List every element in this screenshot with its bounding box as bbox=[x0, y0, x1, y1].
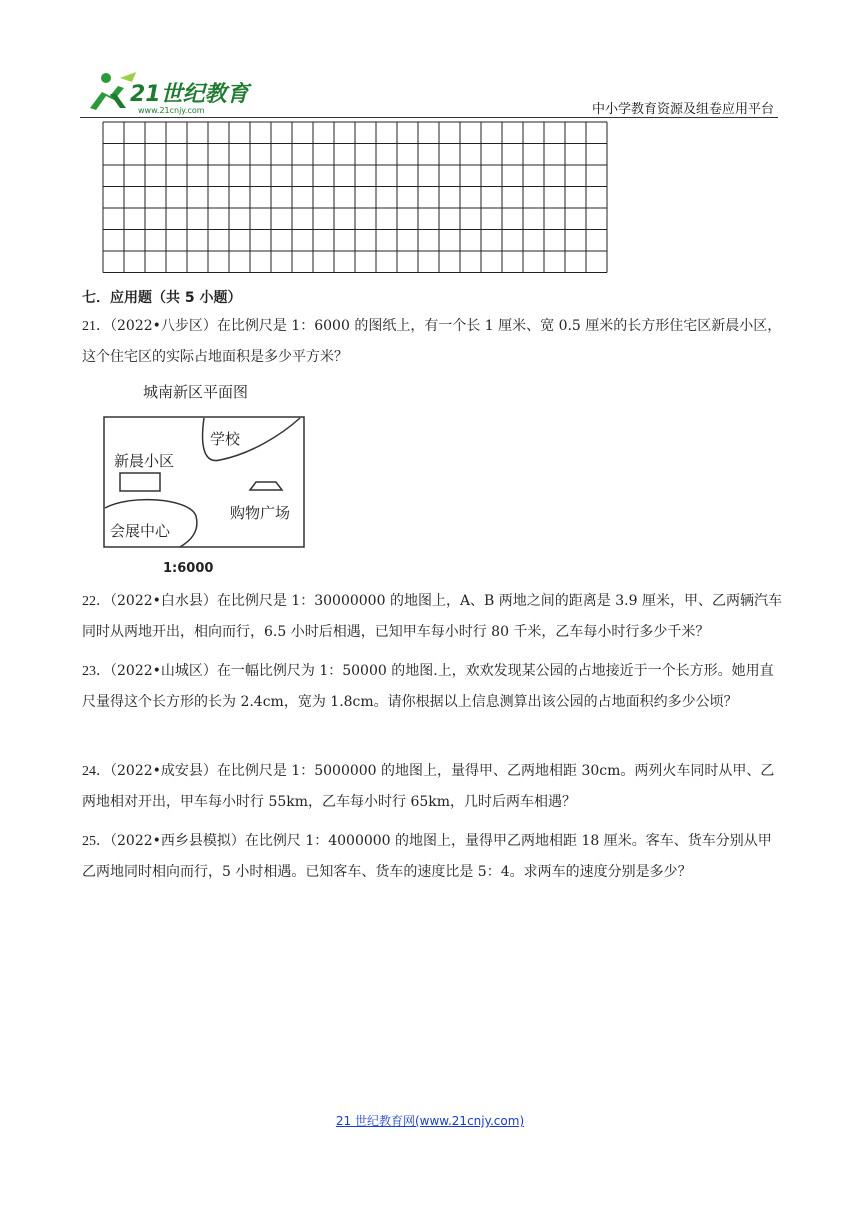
answer-grid bbox=[102, 121, 608, 273]
map-label-expo: 会展中心 bbox=[110, 522, 171, 540]
question-number: 22． bbox=[82, 594, 110, 609]
footer bbox=[0, 1112, 860, 1129]
question-text: （2022•八步区）在比例尺是 1：6000 的图纸上，有一个长 1 厘米、宽 0.5 厘米的长方形住宅区新晨小区，这个住宅区的实际占地面积是多少平方米？ bbox=[82, 318, 782, 365]
xinchen-plot bbox=[120, 473, 160, 491]
question-25 bbox=[82, 826, 782, 887]
footer-link[interactable]: 21 世纪教育网(www.21cnjy.com) bbox=[335, 1114, 525, 1128]
map-label-shopping: 购物广场 bbox=[230, 504, 291, 522]
question-23 bbox=[82, 656, 782, 717]
logo-text: 21世纪教育 bbox=[130, 82, 249, 107]
map-label-xinchen: 新晨小区 bbox=[114, 452, 175, 470]
shopping-shape bbox=[250, 482, 282, 490]
header-platform-text: 中小学教育资源及组卷应用平台 bbox=[591, 102, 774, 117]
question-number: 24． bbox=[82, 764, 110, 779]
map-title: 城南新区平面图 bbox=[143, 383, 249, 401]
question-number: 25． bbox=[82, 834, 110, 849]
question-number: 21． bbox=[82, 319, 110, 334]
logo-url: www.21cnjy.com bbox=[138, 106, 205, 115]
question-number: 23． bbox=[82, 664, 110, 679]
map-scale: 1:6000 bbox=[163, 561, 214, 576]
question-21 bbox=[82, 311, 782, 372]
question-text: （2022•山城区）在一幅比例尺为 1：50000 的地图.上，欢欢发现某公园的占地接近于一个长方形。她用直尺量得这个长方形的长为 2.4cm，宽为 1.8cm。请你根据以上信息测算出该公园的占地面积约多少公顷？ bbox=[82, 663, 774, 710]
logo bbox=[80, 68, 260, 116]
map-label-school: 学校 bbox=[210, 430, 241, 448]
section-title: 七．应用题（共 5 小题） bbox=[82, 290, 242, 306]
question-text: （2022•白水县）在比例尺是 1：30000000 的地图上，A、B 两地之间的距离是 3.9 厘米，甲、乙两辆汽车同时从两地开出，相向而行，6.5 小时后相遇，已知甲车每小时行 80 千米，乙车每小时行多少千米？ bbox=[82, 593, 782, 640]
question-text: （2022•成安县）在比例尺是 1：5000000 的地图上，量得甲、乙两地相距 30cm。两列火车同时从甲、乙两地相对开出，甲车每小时行 55km，乙车每小时行 65km，几时后两车相遇？ bbox=[82, 763, 775, 810]
header-divider bbox=[80, 117, 778, 118]
question-text: （2022•西乡县模拟）在比例尺 1：4000000 的地图上，量得甲乙两地相距 18 厘米。客车、货车分别从甲乙两地同时相向而行，5 小时相遇。已知客车、货车的速度比是 5：4。求两车的速度分别是多少？ bbox=[82, 833, 772, 880]
question-22 bbox=[82, 586, 782, 647]
question-24 bbox=[82, 756, 782, 817]
